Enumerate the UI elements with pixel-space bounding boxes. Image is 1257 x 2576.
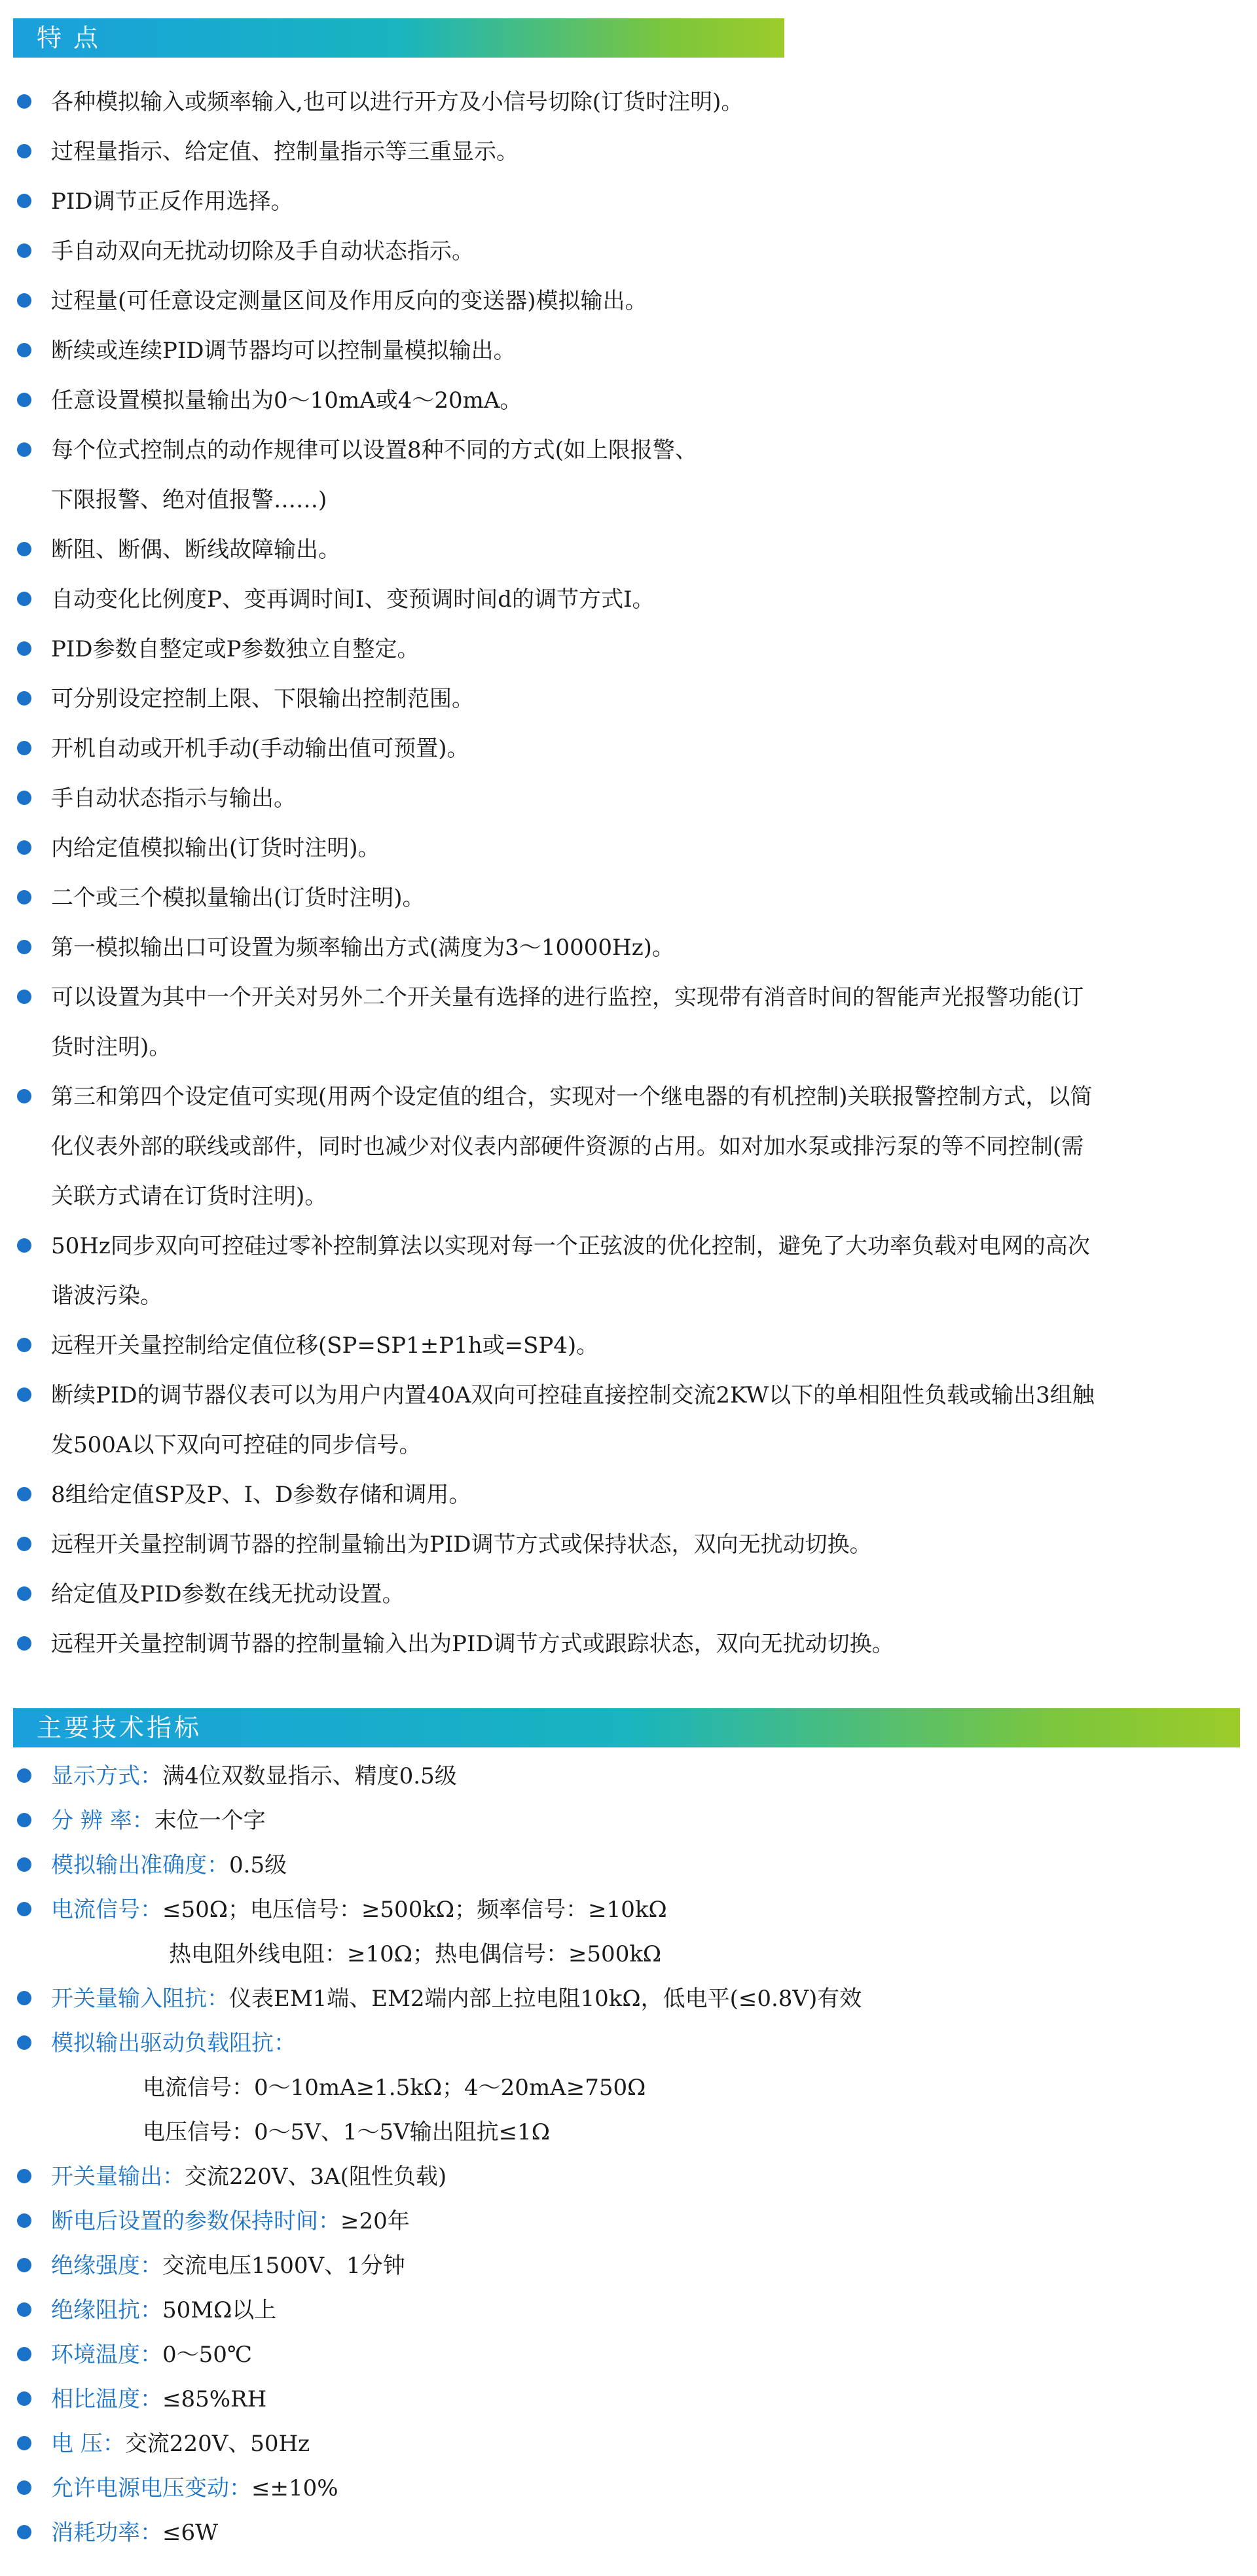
feature-item <box>0 1072 1257 1221</box>
features-list <box>0 77 1257 1669</box>
feature-item <box>0 724 1257 774</box>
specs-section-header: 主要技术指标 <box>13 1708 1240 1747</box>
bullet-icon <box>17 1537 31 1551</box>
bullet-icon <box>17 1636 31 1651</box>
feature-text: 断阻、断偶、断线故障输出。 <box>51 537 340 563</box>
feature-text: 第一模拟输出口可设置为频率输出方式(满度为3～10000Hz)。 <box>51 935 674 961</box>
spec-item <box>0 2377 1257 2422</box>
spec-item <box>0 2333 1257 2377</box>
bullet-icon <box>17 2258 31 2272</box>
bullet-icon <box>17 1857 31 1872</box>
feature-text: 过程量(可任意设定测量区间及作用反向的变送器)模拟输出。 <box>51 288 647 314</box>
spec-label: 分 辨 率： <box>51 1808 155 1834</box>
spec-label: 允许电源电压变动： <box>51 2475 251 2501</box>
spec-value: ≤±10% <box>251 2475 338 2501</box>
feature-item <box>0 575 1257 624</box>
feature-text: 手自动双向无扰动切除及手自动状态指示。 <box>51 238 474 264</box>
bullet-icon <box>17 293 31 308</box>
bullet-icon <box>17 2302 31 2317</box>
spec-label: 开关量输入阻抗： <box>51 1986 229 2012</box>
bullet-icon <box>17 1338 31 1352</box>
spec-item <box>0 2244 1257 2288</box>
feature-text: 每个位式控制点的动作规律可以设置8种不同的方式(如上限报警、 <box>51 437 697 463</box>
spec-value: 末位一个字 <box>154 1808 266 1834</box>
spec-value-continued: 热电阻外线电阻：≥10Ω；热电偶信号：≥500kΩ <box>169 1941 662 1967</box>
bullet-icon <box>17 2480 31 2495</box>
spec-item <box>0 1977 1257 2021</box>
feature-text: 化仪表外部的联线或部件，同时也减少对仪表内部硬件资源的占用。如对加水泵或排污泵的等不同控制(需 <box>51 1134 1084 1160</box>
feature-text: 远程开关量控制调节器的控制量输出为PID调节方式或保持状态，双向无扰动切换。 <box>51 1531 872 1558</box>
spec-item <box>0 1754 1257 1798</box>
spec-value: ≥20年 <box>340 2208 410 2234</box>
feature-item <box>0 1321 1257 1370</box>
feature-item <box>0 823 1257 873</box>
spec-label: 开关量输出： <box>51 2164 185 2190</box>
feature-text: 可以设置为其中一个开关对另外二个开关量有选择的进行监控，实现带有消音时间的智能声光报警功能(订 <box>51 984 1084 1011</box>
spec-value: ≤6W <box>162 2520 219 2546</box>
bullet-icon <box>17 2347 31 2361</box>
bullet-icon <box>17 343 31 357</box>
bullet-icon <box>17 393 31 407</box>
feature-text: 过程量指示、给定值、控制量指示等三重显示。 <box>51 139 519 165</box>
feature-item <box>0 1619 1257 1669</box>
spec-label: 绝缘强度： <box>51 2253 162 2279</box>
feature-item <box>0 525 1257 575</box>
bullet-icon <box>17 1238 31 1253</box>
spec-label: 模拟输出准确度： <box>51 1852 229 1878</box>
bullet-icon <box>17 1813 31 1827</box>
spec-label: 模拟输出驱动负载阻抗： <box>51 2030 296 2056</box>
spec-item <box>0 2199 1257 2244</box>
bullet-icon <box>17 2391 31 2406</box>
bullet-icon <box>17 442 31 457</box>
feature-item <box>0 226 1257 276</box>
bullet-icon <box>17 691 31 706</box>
spec-value: 交流220V、3A(阻性负载) <box>185 2164 447 2190</box>
feature-text: 发500A以下双向可控硅的同步信号。 <box>51 1432 422 1458</box>
feature-text: 50Hz同步双向可控硅过零补控制算法以实现对每一个正弦波的优化控制，避免了大功率负载对电网的高次 <box>51 1233 1090 1259</box>
feature-text: 各种模拟输入或频率输入,也可以进行开方及小信号切除(订货时注明)。 <box>51 89 744 115</box>
feature-text: 远程开关量控制调节器的控制量输入出为PID调节方式或跟踪状态，双向无扰动切换。 <box>51 1631 894 1657</box>
spec-item <box>0 2511 1257 2555</box>
spec-sub-line: 电压信号：0～5V、1～5V输出阻抗≤1Ω <box>143 2119 550 2145</box>
feature-text: PID调节正反作用选择。 <box>51 188 293 215</box>
feature-item <box>0 873 1257 923</box>
spec-label: 电流信号： <box>51 1897 162 1923</box>
feature-text: 断续PID的调节器仪表可以为用户内置40A双向可控硅直接控制交流2KW以下的单相阻性负载或输出3组触 <box>51 1382 1095 1408</box>
spec-label: 断电后设置的参数保持时间： <box>51 2208 340 2234</box>
feature-item <box>0 624 1257 674</box>
bullet-icon <box>17 840 31 855</box>
feature-item <box>0 425 1257 525</box>
bullet-icon <box>17 1586 31 1601</box>
spec-label: 电 压： <box>51 2431 125 2457</box>
spec-label: 绝缘阻抗： <box>51 2297 162 2323</box>
feature-text: 手自动状态指示与输出。 <box>51 785 296 812</box>
spec-item <box>0 1887 1257 1977</box>
bullet-icon <box>17 990 31 1004</box>
bullet-icon <box>17 940 31 954</box>
bullet-icon <box>17 890 31 904</box>
feature-text: 货时注明)。 <box>51 1034 172 1060</box>
spec-item <box>0 2288 1257 2333</box>
bullet-icon <box>17 791 31 805</box>
bullet-icon <box>17 542 31 556</box>
feature-text: 断续或连续PID调节器均可以控制量模拟输出。 <box>51 338 516 364</box>
feature-item <box>0 1569 1257 1619</box>
spec-item <box>0 2466 1257 2511</box>
feature-text: 内给定值模拟输出(订货时注明)。 <box>51 835 380 861</box>
bullet-icon <box>17 94 31 109</box>
feature-text: 远程开关量控制给定值位移(SP=SP1±P1h或=SP4)。 <box>51 1333 599 1359</box>
spec-value: 交流电压1500V、1分钟 <box>162 2253 405 2279</box>
bullet-icon <box>17 144 31 158</box>
bullet-icon <box>17 1487 31 1501</box>
bullet-icon <box>17 2035 31 2050</box>
feature-item <box>0 127 1257 177</box>
feature-item <box>0 774 1257 823</box>
feature-item <box>0 276 1257 326</box>
feature-item <box>0 376 1257 425</box>
bullet-icon <box>17 1768 31 1783</box>
feature-text: PID参数自整定或P参数独立自整定。 <box>51 636 420 662</box>
spec-label: 相比温度： <box>51 2386 162 2412</box>
spec-item <box>0 2422 1257 2466</box>
bullet-icon <box>17 2436 31 2450</box>
feature-text: 谐波污染。 <box>51 1283 162 1309</box>
feature-text: 可分别设定控制上限、下限输出控制范围。 <box>51 686 474 712</box>
features-section-header: 特点 <box>13 18 784 58</box>
feature-item <box>0 1221 1257 1321</box>
spec-item <box>0 2021 1257 2155</box>
spec-value: 50MΩ以上 <box>162 2297 277 2323</box>
bullet-icon <box>17 1387 31 1402</box>
spec-sub-line: 电流信号：0～10mA≥1.5kΩ；4～20mA≥750Ω <box>143 2075 646 2101</box>
spec-value: 仪表EM1端、EM2端内部上拉电阻10kΩ，低电平(≤0.8V)有效 <box>229 1986 862 2012</box>
feature-item <box>0 923 1257 973</box>
feature-text: 第三和第四个设定值可实现(用两个设定值的组合，实现对一个继电器的有机控制)关联报警控制方式，以简 <box>51 1084 1093 1110</box>
feature-item <box>0 1520 1257 1569</box>
feature-item <box>0 326 1257 376</box>
spec-value: 满4位双数显指示、精度0.5级 <box>162 1763 457 1789</box>
bullet-icon <box>17 194 31 208</box>
spec-value: 0.5级 <box>229 1852 287 1878</box>
feature-item <box>0 973 1257 1072</box>
feature-text: 任意设置模拟量输出为0～10mA或4～20mA。 <box>51 387 522 414</box>
feature-item <box>0 1370 1257 1470</box>
bullet-icon <box>17 1902 31 1916</box>
feature-text: 关联方式请在订货时注明)。 <box>51 1183 327 1209</box>
bullet-icon <box>17 741 31 755</box>
feature-item <box>0 77 1257 127</box>
feature-text: 开机自动或开机手动(手动输出值可预置)。 <box>51 736 469 762</box>
bullet-icon <box>17 1991 31 2005</box>
spec-item <box>0 2155 1257 2199</box>
spec-value: ≤85%RH <box>162 2386 267 2412</box>
bullet-icon <box>17 592 31 606</box>
spec-label: 显示方式： <box>51 1763 162 1789</box>
spec-label: 环境温度： <box>51 2342 162 2368</box>
bullet-icon <box>17 2169 31 2183</box>
specs-list <box>0 1754 1257 2555</box>
bullet-icon <box>17 2213 31 2228</box>
bullet-icon <box>17 1089 31 1103</box>
bullet-icon <box>17 641 31 656</box>
spec-item <box>0 1843 1257 1887</box>
spec-label: 消耗功率： <box>51 2520 162 2546</box>
feature-text: 给定值及PID参数在线无扰动设置。 <box>51 1581 405 1607</box>
feature-item <box>0 177 1257 226</box>
bullet-icon <box>17 243 31 258</box>
feature-item <box>0 674 1257 724</box>
spec-item <box>0 1798 1257 1843</box>
bullet-icon <box>17 2525 31 2539</box>
spec-value: 0～50℃ <box>162 2342 252 2368</box>
feature-text: 自动变化比例度P、变再调时间I、变预调时间d的调节方式I。 <box>51 586 655 613</box>
feature-text: 下限报警、绝对值报警……) <box>51 487 327 513</box>
feature-item <box>0 1470 1257 1520</box>
spec-value: ≤50Ω；电压信号：≥500kΩ；频率信号：≥10kΩ <box>162 1897 667 1923</box>
feature-text: 二个或三个模拟量输出(订货时注明)。 <box>51 885 425 911</box>
feature-text: 8组给定值SP及P、I、D参数存储和调用。 <box>51 1482 471 1508</box>
spec-value: 交流220V、50Hz <box>124 2431 310 2457</box>
